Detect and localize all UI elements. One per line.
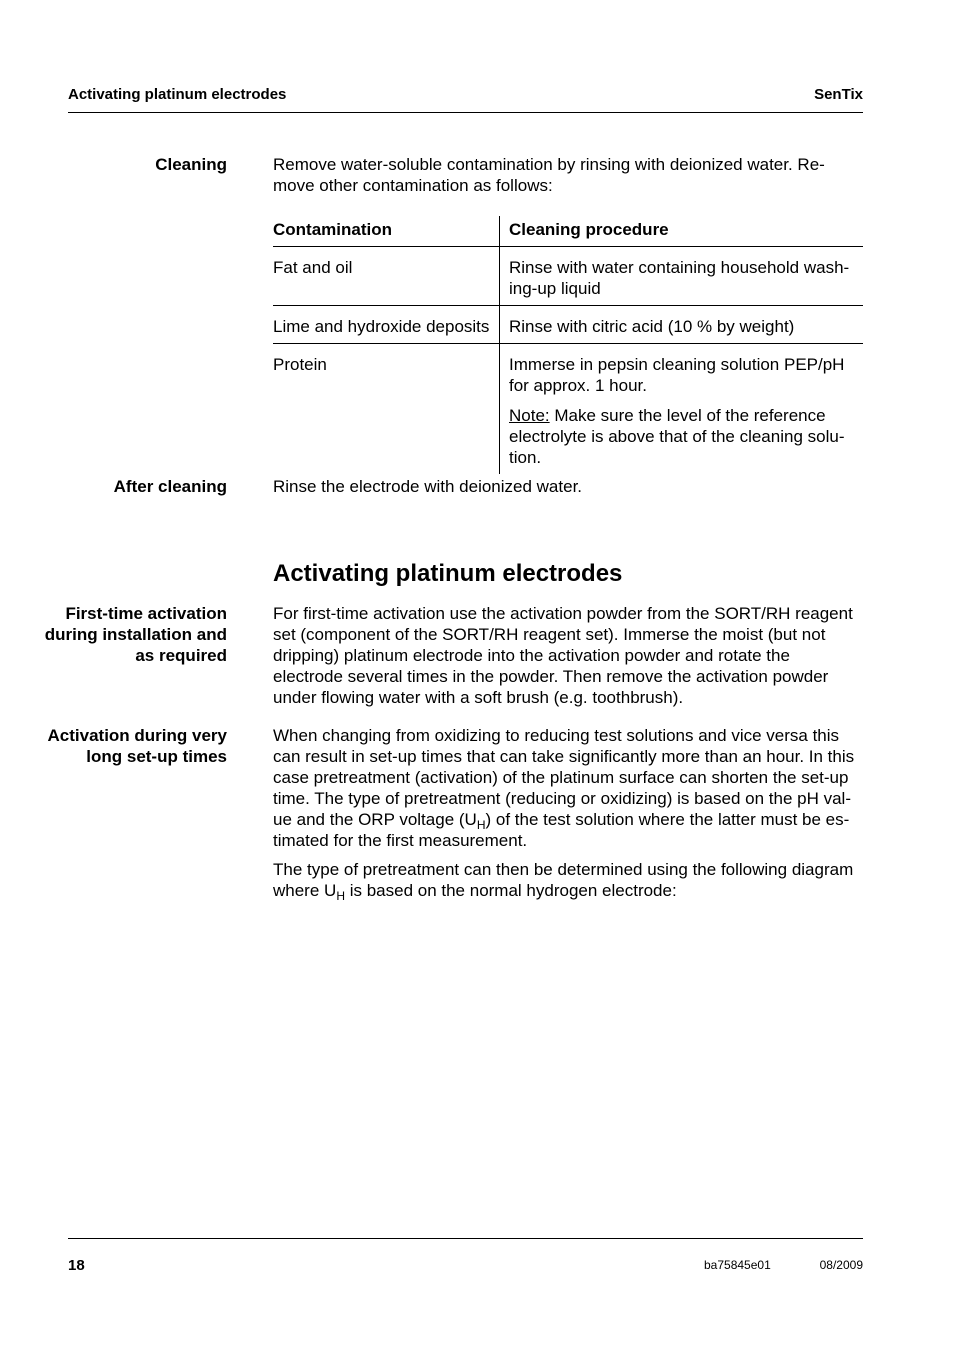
table-header-contamination: Contamination xyxy=(273,220,392,239)
after-cleaning-text: Rinse the electrode with deionized water. xyxy=(273,477,583,496)
table-cell-procedure: Rinse with water containing household wash-ing-up liquid xyxy=(500,247,864,306)
table-cell-procedure xyxy=(500,344,864,475)
footer-rule xyxy=(68,1238,863,1239)
after-cleaning-label: After cleaning xyxy=(113,477,227,496)
table-cell-procedure: Rinse with citric acid (10 % by weight) xyxy=(500,306,864,344)
table-row xyxy=(273,306,863,344)
cleaning-label: Cleaning xyxy=(155,155,227,174)
table-cell-contamination: Protein xyxy=(273,344,500,475)
table-cell-contamination: Lime and hydroxide deposits xyxy=(273,306,500,344)
note-text: Make sure the level of the reference electrolyte is above that of the cleaning solu-tion. xyxy=(509,406,845,467)
long-setup-label: Activation during very long set-up times xyxy=(47,726,227,766)
procedure-text: Immerse in pepsin cleaning solution PEP/pH for approx. 1 hour. xyxy=(509,355,845,395)
long-setup-paragraph-1: When changing from oxidizing to reducing test solutions and vice versa this can result in set-up times that can take significantly more than an hour. In this case pretreatment (activation) of the platinum surface can shorten the set-up time. The type of pretreatment (reducing or oxidizing) is based on the pH val-ue and the ORP voltage $(U_H)$ of the test solution where the latter must be es-timated for the first measurement. xyxy=(273,726,855,850)
cleaning-paragraph: Remove water-soluble contamination by rinsing with deionized water. Re-move other contamination as follows: xyxy=(273,155,825,195)
first-time-label: First-time activation during installation and as required xyxy=(44,604,227,665)
running-header-title: Activating platinum electrodes xyxy=(68,86,287,103)
table-row xyxy=(273,344,863,475)
page-number: 18 xyxy=(68,1257,85,1274)
document-date: 08/2009 xyxy=(819,1258,863,1272)
table-row xyxy=(273,247,863,306)
document-id: ba75845e01 xyxy=(704,1258,771,1272)
header-rule xyxy=(68,112,863,113)
table-header-procedure: Cleaning procedure xyxy=(500,216,864,247)
running-header-product: SenTix xyxy=(814,86,863,103)
table-cell-contamination: Fat and oil xyxy=(273,247,500,306)
cleaning-text xyxy=(273,154,863,196)
first-time-text: For first-time activation use the activation powder from the SORT/RH reagent set (component of the SORT/RH reagent set). Immerse the moist (but not dripping) platinum electrode into the activation powder and rotate the electrode several times in the powder. Then remove the activation powder under flowing water with a soft brush (e.g. toothbrush). xyxy=(273,604,853,707)
contamination-table xyxy=(273,216,863,474)
long-setup-text xyxy=(273,725,863,901)
note-label: Note: xyxy=(509,406,550,425)
long-setup-paragraph-2: The type of pretreatment can then be determined using the following diagram where $U_H$ is based on the normal hydrogen electrode: xyxy=(273,860,854,903)
procedure-note xyxy=(509,405,863,468)
section-title: Activating platinum electrodes xyxy=(273,560,623,587)
